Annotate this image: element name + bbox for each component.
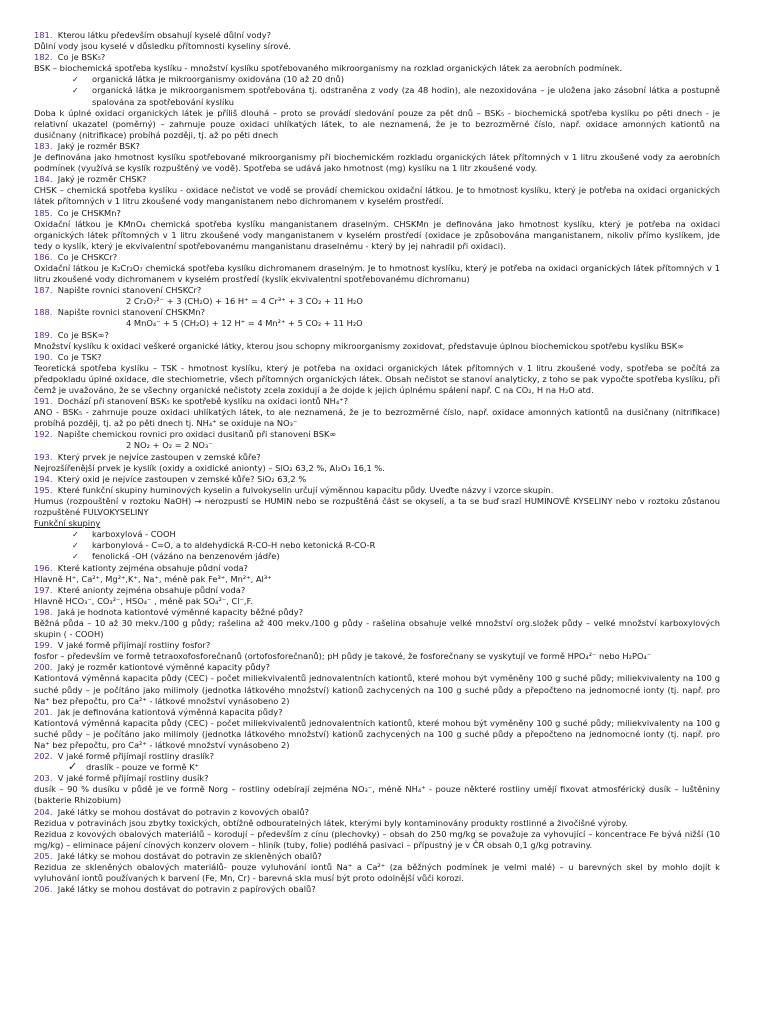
question-number: 188. [34,307,53,318]
question-number: 186. [34,251,53,262]
paragraph [34,618,720,640]
paragraph [34,407,720,429]
line-text: Napište rovnici stanovení CHSKMn? [57,307,205,318]
paragraph [34,185,720,207]
bullet-item [34,762,720,773]
paragraph [34,41,720,52]
paragraph [34,673,720,706]
subheading [34,518,720,529]
line-text: Co je CHSKCr? [57,251,118,262]
bullet-item [34,529,720,540]
question [34,640,720,651]
line-text: Napište chemickou rovnici pro oxidaci dusitanů při stanovení BSK∞ [57,429,337,440]
question-number: 198. [34,606,53,617]
line-text: Jaká je hodnota kationtové výměnné kapacity běžné půdy? [57,606,304,617]
question [34,851,720,862]
question [34,884,720,895]
line-text: karboxylová - COOH [92,529,176,540]
line-text: fenolická -OH (vázáno na benzenovém jádře) [92,551,280,562]
question-number: 203. [34,773,53,784]
question-number: 201. [34,706,53,717]
paragraph [34,862,720,884]
line-text: Běžná půda – 10 až 30 mekv./100 g půdy; rašelina až 400 mekv./100 g půdy - rašelina obsahuje velké množství org.složek půdy – velké množství karboxylových skupin ( - COOH) [34,617,720,640]
line-text: Rezidua ze skleněných obalových materiálů- pouze vyluhování iontů Na⁺ a Ca²⁺ (za běžných podmínek je velmi malé) – u barevných skel by mohlo dojít k vyluhování iontů používaných k barvení (Fe, Mn, Cr) - barevná skla musí být proto odolnější vůči korozi. [34,862,720,884]
bullet-item [34,74,720,85]
line-text: Jaký je rozměr CHSK? [57,174,147,185]
line-text: Co je CHSKMn? [57,207,121,218]
paragraph [34,596,720,607]
paragraph [34,341,720,352]
line-text: fosfor – především ve formě tetraoxofosforečnanů (ortofosforečnanů); pH půdy je takové, že fosforečnany se vyskytují ve formě HPO₄²⁻ nebo H₂PO₄⁻ [34,651,652,662]
line-text: ANO - BSK₅ - zahrnuje pouze oxidaci uhlíkatých látek, to ale neznamená, že je to bezrozměrné číslo, např. oxidace amonných kationtů na dusičnany (nitrifikace) probíhá později, tj. až po pěti dnech tj. NH₄⁺ se oxiduje na NO₃⁻ [34,407,720,429]
line-text: Jaký je rozměr kationtové výměnné kapacity půdy? [57,662,271,673]
bullet-item [34,540,720,551]
line-text: Který oxid je nejvíce zastoupen v zemské kůře? SiO₂ 63,2 % [57,473,307,484]
question-number: 189. [34,329,53,340]
line-text: Oxidační látkou je K₂Cr₂O₇ chemická spotřeba kyslíku dichromanem draselným. Je to hmotnost kyslíku, který je potřeba na oxidaci organických látek přítomných v 1 litru zkoušené vody dichromanem v kyselém prostředí (kyslík ekvivalentní spotřebovanému dichromanu) [34,262,720,285]
paragraph [34,718,720,751]
paragraph [34,651,720,662]
question [34,607,720,618]
line-text: 4 MnO₄⁻ + 5 (CH₂O) + 12 H⁺ = 4 Mn²⁺ + 5 CO₂ + 11 H₂O [126,318,363,329]
question [34,707,720,718]
paragraph [34,463,720,474]
question-number: 182. [34,52,53,63]
line-text: Funkční skupiny [34,518,101,529]
question-number: 191. [34,396,53,407]
equation [34,440,720,451]
line-text: Co je BSK∞? [57,329,109,340]
question-number: 190. [34,351,53,362]
line-text: Jaké látky se mohou dostávat do potravin ze skleněných obalů? [57,850,322,861]
paragraph [34,829,720,851]
line-text: organická látka je mikroorganismem spotřebována tj. odstraněna z vody (za 48 hodin), ale nezoxidována – je uložena jako zásobní látka a postupně spalována za spotřebování kyslíku [92,85,720,107]
line-text: draslík - pouze ve formě K⁺ [86,762,200,773]
question-number: 184. [34,174,53,185]
line-text: Které kationty zejména obsahuje půdní voda? [57,562,248,573]
line-text: Kterou látku především obsahují kyselé důlní vody? [57,30,272,40]
line-text: Dochází při stanovení BSK₅ ke spotřebě kyslíku na oxidaci iontů NH₄⁺? [57,396,349,407]
line-text: Které anionty zejména obsahuje půdní voda? [57,584,246,595]
question [34,396,720,407]
line-text: Jak je definována kationtová výměnná kapacita půdy? [57,706,283,717]
line-text: Kationtová výměnná kapacita půdy (CEC) - počet miliekvivalentů jednovalentních kationtů, které mohou být vyměněny 100 g suché půdy; miliekvivalenty na 100 g suché půdy – je počítáno jako milimoly (jednotka látkového množství) kationů zachycených na 100 g suché půdy a přepočteno na jednomocné ionty (tj. např. pro Na⁺ bez přepočtu, pro Ca²⁺ - látkové množství vynásobeno 2) [34,673,720,706]
line-text: BSK – biochemická spotřeba kyslíku - množství kyslíku spotřebovaného mikroorganismy na rozklad organických látek za aerobních podmínek. [34,63,623,74]
paragraph [34,363,720,396]
question [34,208,720,219]
line-text: Je definována jako hmotnost kyslíku spotřebované mikroorganismy při biochemickém rozkladu organických látek přítomných v 1 litru zkoušené vody za aerobních podmínek (využívá se kyslík rozpuštěný ve vodě). Spotřeba se udává jako hmotnost (mg) kyslíku na 1 litr zkoušené vody. [34,152,720,174]
line-text: Co je BSK₅? [57,52,106,63]
question [34,452,720,463]
equation [34,296,720,307]
question-number: 197. [34,584,53,595]
question [34,174,720,185]
question [34,485,720,496]
line-text: V jaké formě přijímají rostliny dusík? [57,773,209,784]
line-text: CHSK – chemická spotřeba kyslíku - oxidace nečistot ve vodě se provádí chemickou oxidační látkou. Je to hmotnost kyslíku, který je potřeba na oxidaci organických látek přítomných v 1 litru zkoušené vody manganistanem nebo dichromanem v kyselém prostředí. [34,185,720,207]
question-number: 185. [34,207,53,218]
line-text: Který prvek je nejvíce zastoupen v zemské kůře? [57,451,261,462]
question-number: 192. [34,429,53,440]
question [34,285,720,296]
question-number: 199. [34,640,53,651]
line-text: Důlní vody jsou kyselé v důsledku přítomnosti kyseliny sírové. [34,41,292,52]
paragraph [34,784,720,806]
paragraph [34,574,720,585]
question-number: 200. [34,662,53,673]
question-number: 193. [34,451,53,462]
question [34,563,720,574]
question-number: 194. [34,473,53,484]
line-text: V jaké formě přijímají rostliny fosfor? [57,640,211,651]
equation [34,318,720,329]
question-number: 204. [34,806,53,817]
line-text: Jaký je rozměr BSK? [57,140,140,151]
question-number: 202. [34,751,53,762]
question [34,141,720,152]
line-text: Oxidační látkou je KMnO₄ chemická spotřeba kyslíku manganistanem draselným. CHSKMn je definována jako hmotnost kyslíku, který je potřeba na oxidaci organických látek přítomných v 1 litru zkoušené vody manganistanem v kyselém prostředí (oxidace je způsobována manganistanem, nikoliv přímo kyslíkem, jde tedy o kyslík, který je ekvivalentní spotřebovanému manganistanu draselnému - který by jej nahradil při oxidaci). [34,218,720,251]
line-text: karbonylová - C=O, a to aldehydická R-CO-H nebo ketonická R-CO-R [92,540,376,551]
question [34,30,720,41]
question-number: 205. [34,850,53,861]
question [34,52,720,63]
question [34,773,720,784]
line-text: Množství kyslíku k oxidaci veškeré organické látky, kterou jsou schopny mikroorganismy zoxidovat, představuje úplnou biochemickou spotřebu kyslíku BSK∞ [34,340,685,351]
line-text: Nejrozšířenější prvek je kyslík (oxidy a oxidické anionty) – SiO₂ 63,2 %, Al₂O₃ 16,1 %. [34,462,385,473]
line-text: Které funkční skupiny huminových kyselin a fulvokyselin určují výměnnou kapacitu půdy. Uveďte názvy i vzorce skupin. [57,484,554,495]
question-number: 196. [34,562,53,573]
question-number: 187. [34,285,53,296]
question [34,751,720,762]
line-text: Kationtová výměnná kapacita půdy (CEC) - počet miliekvivalentů jednovalentních kationtů, které mohou být vyměněny 100 g suché půdy; miliekvivalenty na 100 g suché půdy – je počítáno jako milimoly (jednotka látkového množství) kationů zachycených na 100 g suché půdy a přepočteno na jednomocné ionty (tj. např. pro Na⁺ bez přepočtu, pro Ca²⁺ - látkové množství vynásobeno 2) [34,717,720,750]
paragraph [34,152,720,174]
question-number: 181. [34,30,53,40]
question [34,662,720,673]
paragraph [34,496,720,518]
line-text: Hlavně H⁺, Ca²⁺, Mg²⁺,K⁺, Na⁺, méně pak Fe³⁺, Mn²⁺, Al³⁺ [34,573,272,584]
paragraph [34,108,720,141]
line-text: Teoretická spotřeba kyslíku – TSK - hmotnost kyslíku, který je potřeba na oxidaci organických látek přítomných v 1 litru zkoušené vody, spotřeba se počítá za předpokladu úplné oxidace, dle stechiometrie, všech přítomných organických látek. Obsah nečistot se stanoví analyticky, z toho se pak vypočte spotřeba kyslíku, při čemž je uvažováno, že se všechny organické nečistoty zcela zoxidují a že dojde k jejich úplnému spálení např. C na CO₂, H na H₂O atd. [34,362,720,395]
line-text: Co je TSK? [57,351,102,362]
question [34,474,720,485]
paragraph [34,263,720,285]
question-number: 183. [34,140,53,151]
bullet-item [34,85,720,107]
question-number: 195. [34,484,53,495]
line-text: Jaké látky se mohou dostávat do potravin z kovových obalů? [57,806,310,817]
line-text: Hlavně HCO₃⁻, CO₃²⁻, HSO₄⁻ , méně pak SO₄²⁻, Cl⁻,F. [34,595,253,606]
line-text: 2 Cr₂O₇²⁻ + 3 (CH₂O) + 16 H⁺ = 4 Cr³⁺ + 3 CO₂ + 11 H₂O [126,296,363,307]
question [34,807,720,818]
line-text: V jaké formě přijímají rostliny draslík? [57,751,215,762]
question [34,330,720,341]
line-text: Rezidua v potravinách jsou zbytky toxických, obtížně odbouratelných látek, kterými byly kontaminovány produkty rostlinné a živočišné výroby. [34,817,628,828]
paragraph [34,219,720,252]
bullet-item [34,551,720,562]
question [34,352,720,363]
question [34,252,720,263]
line-text: Jaké látky se mohou dostávat do potravin z papírových obalů? [57,884,316,895]
question [34,429,720,440]
line-text: dusík – 90 % dusíku v půdě je ve formě Norg – rostliny odebírají zejména NO₃⁻, méně NH₄⁺ - pouze některé rostliny umějí fixovat atmosférický dusík – luštěniny (bakterie Rhizobium) [34,784,720,806]
line-text: Humus (rozpouštění v roztoku NaOH) → nerozpustí se HUMIN nebo se rozpuštěná část se okyselí, a ta se buď srazí HUMINOVÉ KYSELINY nebo v roztoku zůstanou rozpuštěné FULVOKYSELINY [34,495,720,518]
question [34,585,720,596]
question-number: 206. [34,884,53,895]
document-page [34,30,720,895]
question [34,307,720,318]
line-text: Napište rovnici stanovení CHSKCr? [57,285,202,296]
line-text: Doba k úplné oxidaci organických látek je příliš dlouhá – proto se provádí sledování pouze za pět dnů – BSK₅ - biochemická spotřeba kyslíku po pěti dnech - je relativní ukazatel (poměrný) – zahrnuje pouze oxidaci uhlíkatých látek, to ale neznamená, že je to bezrozměrné číslo, např. oxidace amonných kationtů na dusičnany (nitrifikace) probíhá později, tj. až po pěti dnech [34,107,720,140]
paragraph [34,818,720,829]
line-text: organická látka je mikroorganismy oxidována (10 až 20 dnů) [92,74,345,85]
line-text: Rezidua z kovových obalových materiálů – korodují – především z cínu (plechovky) – obsah do 250 mg/kg se považuje za vyhovující – koncentrace Fe bývá nižší (10 mg/kg) – eliminace pájení cínových konzerv olovem – hliník (tuby, folie) podléhá pasivaci – přípustný je v ČR obsah 0,1 g/kg potraviny. [34,828,720,850]
line-text: 2 NO₂ + O₂ = 2 NO₃⁻ [126,440,213,451]
paragraph [34,63,720,74]
